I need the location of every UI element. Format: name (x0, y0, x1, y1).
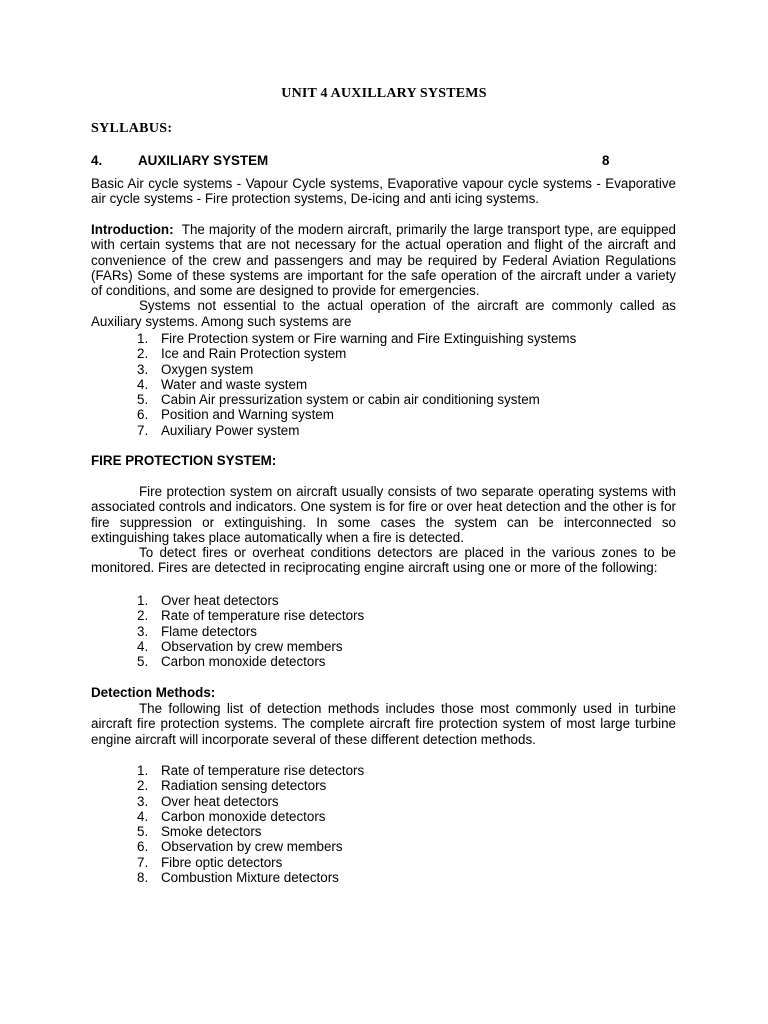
list-item: 5. Carbon monoxide detectors (137, 654, 326, 670)
introduction-block (91, 222, 676, 329)
list-item: 3. Flame detectors (137, 623, 258, 639)
list-item: 1. Over heat detectors (137, 593, 279, 608)
fire-protection-paragraph-2: To detect fires or overheat conditions detectors are placed in the various zones to be monitored. Fires are detected in reciprocating engine aircraft using one or more of the following: (91, 545, 676, 576)
list-item: 4. Water and waste system (137, 376, 308, 392)
list-item: 1. Fire Protection system or Fire warning and Fire Extinguishing systems (137, 331, 577, 346)
list-item: 3. Over heat detectors (137, 793, 279, 809)
detection-methods-paragraph: The following list of detection methods includes those most commonly used in turbine aircraft fire protection systems. The complete aircraft fire protection system of most large turbine engine aircraft will incorporate several of these different detection methods. (91, 701, 676, 747)
detectors-list (137, 593, 657, 669)
list-item: 6. Position and Warning system (137, 407, 334, 423)
list-item: 7. Fibre optic detectors (137, 854, 283, 870)
detection-methods-heading: Detection Methods: (91, 685, 216, 700)
fire-protection-paragraph-1: Fire protection system on aircraft usually consists of two separate operating systems with associated controls and indicators. One system is for fire or over heat detection and the other is for fire suppression or extinguishing. In some cases the system can be interconnected so extinguishing takes place automatically when a fire is detected. (91, 484, 676, 545)
detection-methods-block (91, 701, 676, 747)
list-item: 4. Carbon monoxide detectors (137, 808, 326, 824)
syllabus-text: Basic Air cycle systems - Vapour Cycle systems, Evaporative vapour cycle systems - Evaporative air cycle systems - Fire protection systems, De-icing and anti icing systems. (91, 176, 676, 207)
list-item: 5. Cabin Air pressurization system or cabin air conditioning system (137, 392, 540, 408)
section-name: AUXILIARY SYSTEM (138, 153, 269, 168)
introduction-label: Introduction: (91, 222, 174, 237)
section-hours: 8 (602, 153, 610, 168)
fire-protection-block (91, 484, 676, 576)
list-item: 5. Smoke detectors (137, 824, 262, 840)
list-item: 2. Rate of temperature rise detectors (137, 608, 365, 624)
list-item: 1. Rate of temperature rise detectors (137, 763, 365, 778)
introduction-paragraph-2: Systems not essential to the actual operation of the aircraft are commonly called as Auxiliary systems. Among such systems are (91, 298, 676, 329)
syllabus-text-block (91, 176, 676, 207)
list-item: 2. Ice and Rain Protection system (137, 346, 347, 362)
syllabus-label: SYLLABUS: (91, 121, 173, 136)
list-item: 6. Observation by crew members (137, 839, 343, 855)
auxiliary-systems-list (137, 331, 657, 438)
list-item: 7. Auxiliary Power system (137, 422, 300, 438)
section-number: 4. (91, 153, 103, 168)
detection-methods-list (137, 763, 657, 885)
list-item: 4. Observation by crew members (137, 638, 343, 654)
introduction-paragraph (91, 222, 676, 298)
fire-protection-heading: FIRE PROTECTION SYSTEM: (91, 453, 277, 468)
introduction-text: The majority of the modern aircraft, primarily the large transport type, are equipped with certain systems that are not necessary for the actual operation and flight of the aircraft and convenience of the crew and passengers and may be required by Federal Aviation Regulations (FARs) Some of these systems are important for the safe operation of the aircraft under a variety of conditions, and some are designed to provide for emergencies. (91, 222, 676, 299)
unit-title: UNIT 4 AUXILLARY SYSTEMS (281, 86, 487, 101)
list-item: 2. Radiation sensing detectors (137, 778, 327, 794)
list-item: 8. Combustion Mixture detectors (137, 870, 339, 886)
list-item: 3. Oxygen system (137, 361, 254, 377)
